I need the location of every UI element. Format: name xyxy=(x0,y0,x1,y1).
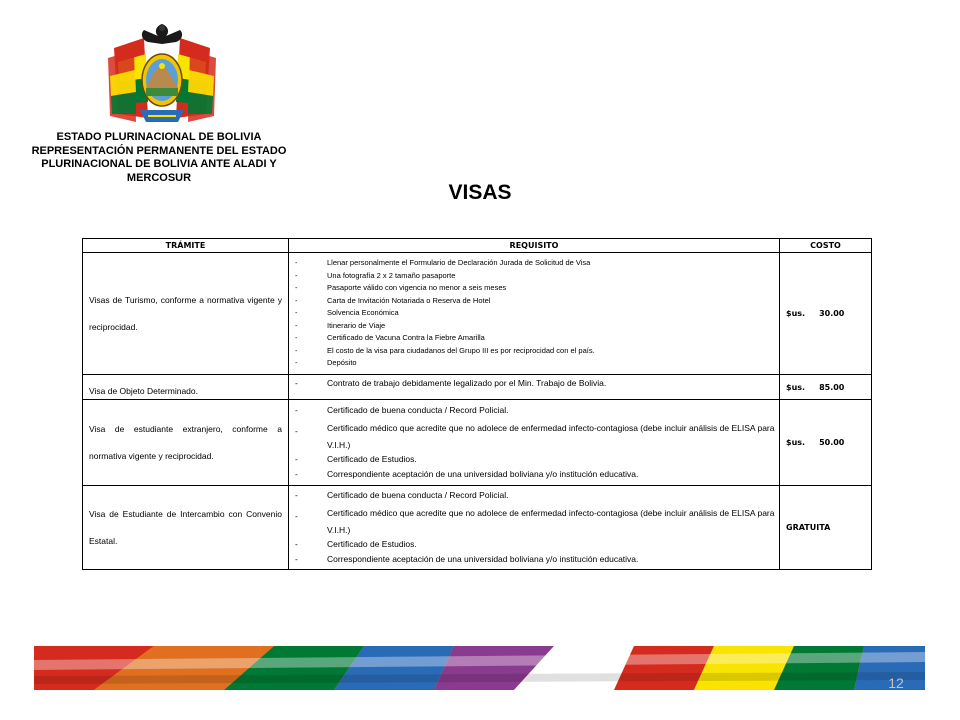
requirement-text: El costo de la visa para ciudadanos del Grupo III es por reciprocidad con el país. xyxy=(327,345,595,355)
list-item xyxy=(293,490,775,501)
list-item xyxy=(293,307,775,320)
bullet-dash: - xyxy=(295,490,298,500)
cost-label: GRATUITA xyxy=(786,523,831,532)
bullet-dash: - xyxy=(295,554,298,564)
footer-color-band xyxy=(34,646,925,690)
bullet-dash: - xyxy=(295,426,298,436)
requirement-text: Carta de Invitación Notariada o Reserva de Hotel xyxy=(327,295,491,305)
currency-label: $us. xyxy=(786,309,806,318)
list-item xyxy=(293,469,775,480)
requirement-text: Correspondiente aceptación de una universidad boliviana y/o institución educativa. xyxy=(327,469,639,479)
cost-amount: 50.00 xyxy=(819,438,845,447)
bullet-dash: - xyxy=(295,405,298,415)
bullet-dash: - xyxy=(295,270,298,280)
list-item xyxy=(293,332,775,345)
requisito-cell xyxy=(289,400,780,486)
cost-amount: 30.00 xyxy=(819,309,845,318)
institution-line: PLURINACIONAL DE BOLIVIA ANTE ALADI Y xyxy=(41,158,277,170)
tramite-cell: Visa de Objeto Determinado. xyxy=(83,375,289,400)
requirement-text: Certificado de Vacuna Contra la Fiebre Amarilla xyxy=(327,333,485,343)
list-item xyxy=(293,505,775,539)
requirements-list xyxy=(293,257,775,370)
tramite-cell: Visa de Estudiante de Intercambio con Convenio Estatal. xyxy=(83,486,289,570)
bullet-dash: - xyxy=(295,469,298,479)
costo-cell xyxy=(780,253,872,375)
page-title: VISAS xyxy=(448,181,512,204)
page-number: 12 xyxy=(888,675,904,691)
cost-amount: 85.00 xyxy=(819,382,845,392)
requirement-text: Una fotografía 2 x 2 tamaño pasaporte xyxy=(327,270,456,280)
requirement-text: Correspondiente aceptación de una universidad boliviana y/o institución educativa. xyxy=(327,554,639,564)
bullet-dash: - xyxy=(295,308,298,318)
list-item xyxy=(293,357,775,370)
requisito-cell xyxy=(289,375,780,400)
list-item xyxy=(293,345,775,358)
requirements-list xyxy=(293,405,775,480)
requisito-cell xyxy=(289,253,780,375)
table-row xyxy=(83,375,872,400)
requirement-text: Certificado de buena conducta / Record Policial. xyxy=(327,405,509,415)
list-item xyxy=(293,420,775,454)
list-item xyxy=(293,405,775,416)
requirement-text: Pasaporte válido con vigencia no menor a seis meses xyxy=(327,283,507,293)
institution-line: MERCOSUR xyxy=(126,171,192,184)
bullet-dash: - xyxy=(295,320,298,330)
header-costo: COSTO xyxy=(780,239,872,253)
requirement-text: Certificado de Estudios. xyxy=(327,454,417,464)
table-row xyxy=(83,486,872,570)
requirement-text: Certificado de Estudios. xyxy=(327,539,417,549)
requirement-text: Certificado médico que acredite que no adolece de enfermedad infecto-contagiosa (debe incluir análisis de ELISA para V.I.H.) xyxy=(327,423,775,450)
tramite-cell: Visa de estudiante extranjero, conforme a normativa vigente y reciprocidad. xyxy=(83,400,289,486)
requirements-list xyxy=(293,490,775,565)
visas-table xyxy=(82,238,872,570)
list-item xyxy=(293,320,775,333)
requirement-text: Contrato de trabajo debidamente legalizado por el Min. Trabajo de Bolivia. xyxy=(327,378,607,388)
currency-label: $us. xyxy=(786,438,806,447)
bullet-dash: - xyxy=(295,258,298,268)
list-item xyxy=(293,454,775,465)
requirement-text: Certificado de buena conducta / Record Policial. xyxy=(327,490,509,500)
table-row xyxy=(83,253,872,375)
bullet-dash: - xyxy=(295,511,298,521)
header-requisito: REQUISITO xyxy=(289,239,780,253)
requirement-text: Llenar personalmente el Formulario de Declaración Jurada de Solicitud de Visa xyxy=(327,258,591,268)
header-tramite: TRÁMITE xyxy=(83,239,289,253)
requirement-text: Solvencia Económica xyxy=(327,308,399,318)
requirement-text: Certificado médico que acredite que no adolece de enfermedad infecto-contagiosa (debe incluir análisis de ELISA para V.I.H.) xyxy=(327,508,775,535)
requirements-list xyxy=(293,378,775,389)
condor xyxy=(142,24,182,44)
list-item xyxy=(293,554,775,565)
list-item xyxy=(293,257,775,270)
table-row xyxy=(83,400,872,486)
requirement-text: Itinerario de Viaje xyxy=(327,320,386,330)
requirement-text: Depósito xyxy=(327,358,357,368)
costo-cell xyxy=(780,486,872,570)
tramite-cell: Visas de Turismo, conforme a normativa vigente y reciprocidad. xyxy=(83,253,289,375)
requisito-cell xyxy=(289,486,780,570)
costo-cell xyxy=(780,375,872,400)
bullet-dash: - xyxy=(295,454,298,464)
institution-line: ESTADO PLURINACIONAL DE BOLIVIA xyxy=(56,131,262,143)
list-item xyxy=(293,378,775,389)
costo-cell xyxy=(780,400,872,486)
bullet-dash: - xyxy=(295,333,298,343)
bullet-dash: - xyxy=(295,358,298,368)
coat-of-arms-icon xyxy=(104,18,220,128)
currency-label: $us. xyxy=(786,382,806,392)
table-header-row xyxy=(83,239,872,253)
bullet-dash: - xyxy=(295,539,298,549)
bullet-dash: - xyxy=(295,378,298,388)
institution-name xyxy=(14,131,304,185)
list-item xyxy=(293,539,775,550)
list-item xyxy=(293,295,775,308)
bullet-dash: - xyxy=(295,283,298,293)
list-item xyxy=(293,270,775,283)
list-item xyxy=(293,282,775,295)
bullet-dash: - xyxy=(295,295,298,305)
institution-line: REPRESENTACIÓN PERMANENTE DEL ESTADO xyxy=(31,144,287,157)
bullet-dash: - xyxy=(295,345,298,355)
